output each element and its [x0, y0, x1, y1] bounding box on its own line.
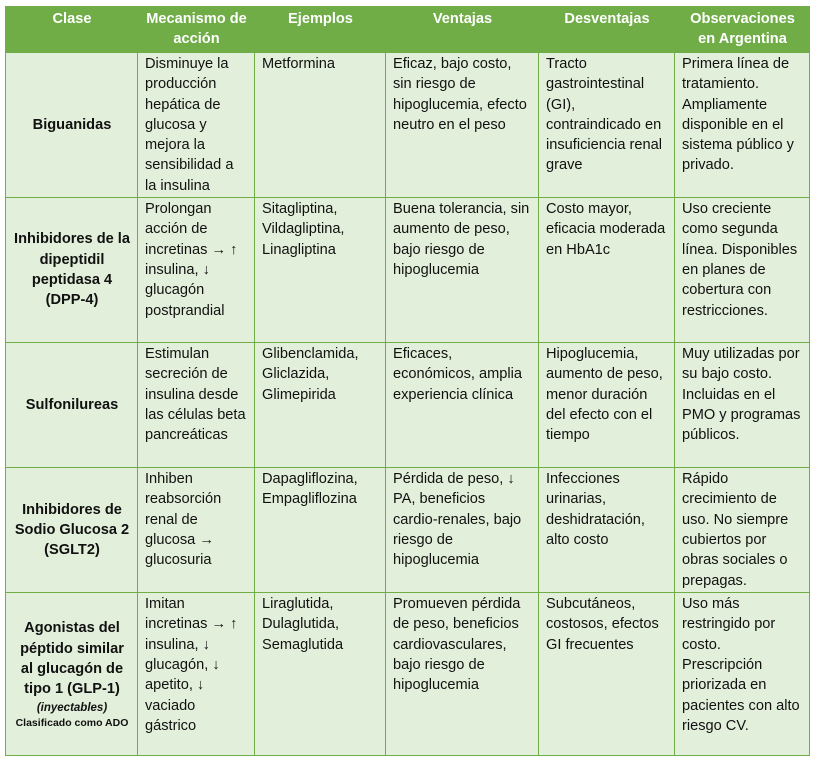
- cell-clase: Inhibidores de Sodio Glucosa 2 (SGLT2): [6, 468, 138, 593]
- cell-mecanismo: Prolongan acción de incretinas → ↑ insulina, ↓ glucagón postprandial: [138, 198, 255, 343]
- table-row: [6, 343, 810, 468]
- header-clase: Clase: [6, 7, 138, 53]
- header-ejemplos: Ejemplos: [255, 7, 386, 53]
- cell-observaciones: Muy utilizadas por su bajo costo. Incluidas en el PMO y programas públicos.: [675, 343, 810, 468]
- header-desventajas: Desventajas: [539, 7, 675, 53]
- cell-mecanismo: Disminuye la producción hepática de glucosa y mejora la sensibilidad a la insulina: [138, 53, 255, 198]
- cell-ejemplos: Dapagliflozina, Empagliflozina: [255, 468, 386, 593]
- clase-note: (inyectables): [36, 701, 108, 714]
- cell-ventajas: Pérdida de peso, ↓ PA, beneficios cardio-renales, bajo riesgo de hipoglucemia: [386, 468, 539, 593]
- cell-desventajas: Hipoglucemia, aumento de peso, menor duración del efecto con el tiempo: [539, 343, 675, 468]
- cell-clase: Sulfonilureas: [6, 343, 138, 468]
- cell-clase: [6, 593, 138, 756]
- table-row: [6, 198, 810, 343]
- cell-clase: Biguanidas: [6, 53, 138, 198]
- cell-ventajas: Buena tolerancia, sin aumento de peso, bajo riesgo de hipoglucemia: [386, 198, 539, 343]
- drug-comparison-table-container: [5, 6, 810, 756]
- table-row: [6, 53, 810, 198]
- cell-desventajas: Tracto gastrointestinal (GI), contraindicado en insuficiencia renal grave: [539, 53, 675, 198]
- cell-ventajas: Eficaces, económicos, amplia experiencia clínica: [386, 343, 539, 468]
- cell-observaciones: Uso más restringido por costo. Prescripción priorizada en pacientes con alto riesgo CV.: [675, 593, 810, 756]
- cell-desventajas: Costo mayor, eficacia moderada en HbA1c: [539, 198, 675, 343]
- cell-mecanismo: Inhiben reabsorción renal de glucosa → glucosuria: [138, 468, 255, 593]
- table-row: [6, 468, 810, 593]
- cell-clase: Inhibidores de la dipeptidil peptidasa 4 (DPP-4): [6, 198, 138, 343]
- header-ventajas: Ventajas: [386, 7, 539, 53]
- header-observaciones: Observaciones en Argentina: [675, 7, 810, 53]
- cell-ventajas: Promueven pérdida de peso, beneficios cardiovasculares, bajo riesgo de hipoglucemia: [386, 593, 539, 756]
- cell-mecanismo: Estimulan secreción de insulina desde las células beta pancreáticas: [138, 343, 255, 468]
- cell-ejemplos: Liraglutida, Dulaglutida, Semaglutida: [255, 593, 386, 756]
- cell-observaciones: Uso creciente como segunda línea. Disponibles en planes de cobertura con restricciones.: [675, 198, 810, 343]
- cell-desventajas: Subcutáneos, costosos, efectos GI frecuentes: [539, 593, 675, 756]
- cell-ejemplos: Glibenclamida, Gliclazida, Glimepirida: [255, 343, 386, 468]
- cell-mecanismo: Imitan incretinas → ↑ insulina, ↓ glucagón, ↓ apetito, ↓ vaciado gástrico: [138, 593, 255, 756]
- drug-comparison-table: [5, 6, 810, 756]
- table-row: [6, 593, 810, 756]
- cell-ventajas: Eficaz, bajo costo, sin riesgo de hipoglucemia, efecto neutro en el peso: [386, 53, 539, 198]
- cell-desventajas: Infecciones urinarias, deshidratación, alto costo: [539, 468, 675, 593]
- cell-ejemplos: Metformina: [255, 53, 386, 198]
- clase-note-ado: Clasificado como ADO: [15, 716, 129, 729]
- header-mecanismo: Mecanismo de acción: [138, 7, 255, 53]
- clase-label: Agonistas del péptido similar al glucagón de tipo 1 (GLP-1): [20, 620, 124, 698]
- header-row: [6, 7, 810, 53]
- cell-observaciones: Primera línea de tratamiento. Ampliamente disponible en el sistema público y privado.: [675, 53, 810, 198]
- cell-ejemplos: Sitagliptina, Vildagliptina, Linagliptina: [255, 198, 386, 343]
- cell-observaciones: Rápido crecimiento de uso. No siempre cubiertos por obras sociales o prepagas.: [675, 468, 810, 593]
